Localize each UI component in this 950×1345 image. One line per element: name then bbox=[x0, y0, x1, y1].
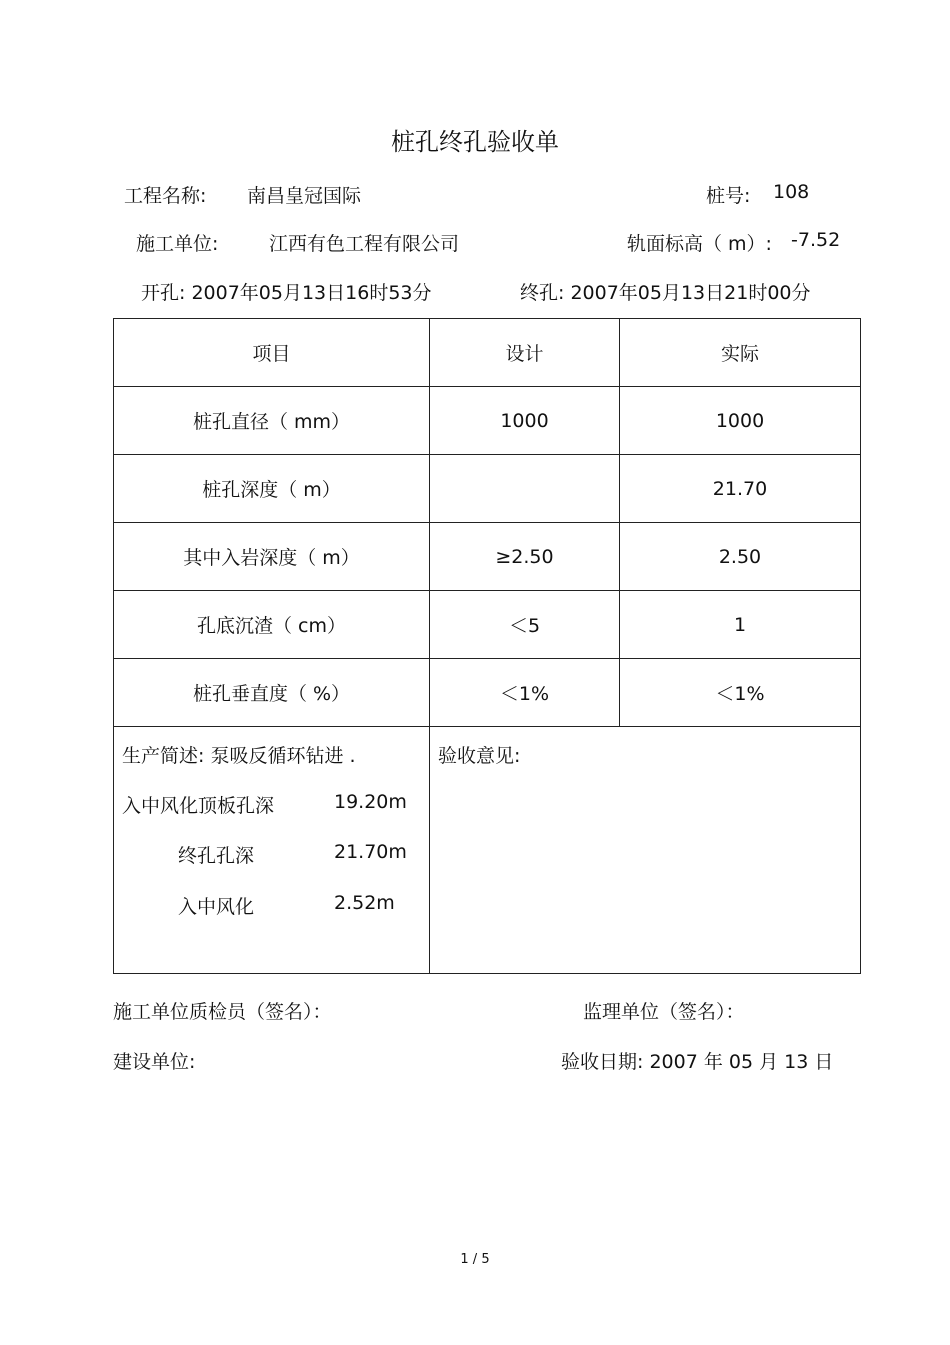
production-line-label: 终孔孔深 bbox=[178, 845, 255, 867]
row-design: ＜5 bbox=[430, 591, 620, 659]
table-row bbox=[114, 455, 861, 523]
table-row bbox=[114, 659, 861, 727]
pile-value: 108 bbox=[773, 181, 810, 203]
production-summary: 生产简述: 泵吸反循环钻进 . bbox=[122, 745, 356, 767]
production-line-label: 入中风化 bbox=[178, 896, 255, 918]
elevation-label: 轨面标高（ m）: bbox=[627, 233, 772, 255]
supervisor-signature-label: 监理单位（签名）： bbox=[583, 1001, 745, 1023]
header-item: 项目 bbox=[114, 319, 430, 387]
row-actual: 2.50 bbox=[620, 523, 861, 591]
project-label: 工程名称: bbox=[124, 185, 207, 207]
contractor-label: 施工单位: bbox=[136, 233, 219, 255]
row-item: 桩孔垂直度（ %） bbox=[114, 659, 430, 727]
page-number: 1 / 5 bbox=[460, 1252, 490, 1267]
row-actual: 1000 bbox=[620, 387, 861, 455]
row-item: 桩孔深度（ m） bbox=[114, 455, 430, 523]
elevation-value: -7.52 bbox=[791, 229, 841, 251]
row-actual: 21.70 bbox=[620, 455, 861, 523]
row-item: 孔底沉渣（ cm） bbox=[114, 591, 430, 659]
row-actual: ＜1% bbox=[620, 659, 861, 727]
table-row bbox=[114, 591, 861, 659]
inspection-table bbox=[113, 318, 861, 974]
row-item: 桩孔直径（ mm） bbox=[114, 387, 430, 455]
row-design: ≥2.50 bbox=[430, 523, 620, 591]
row-design: ＜1% bbox=[430, 659, 620, 727]
row-actual: 1 bbox=[620, 591, 861, 659]
inspector-signature-label: 施工单位质检员（签名）： bbox=[113, 1001, 332, 1023]
row-design: 1000 bbox=[430, 387, 620, 455]
end-time: 终孔: 2007年05月13日21时00分 bbox=[520, 282, 811, 304]
summary-row bbox=[114, 727, 861, 974]
project-value: 南昌皇冠国际 bbox=[247, 185, 362, 207]
production-line-value: 19.20m bbox=[334, 791, 407, 813]
row-design bbox=[430, 455, 620, 523]
document-title: 桩孔终孔验收单 bbox=[391, 128, 559, 156]
owner-label: 建设单位: bbox=[113, 1051, 196, 1073]
header-actual: 实际 bbox=[620, 319, 861, 387]
table-header-row bbox=[114, 319, 861, 387]
start-time: 开孔: 2007年05月13日16时53分 bbox=[141, 282, 432, 304]
contractor-value: 江西有色工程有限公司 bbox=[269, 233, 460, 255]
header-design: 设计 bbox=[430, 319, 620, 387]
production-line-label: 入中风化顶板孔深 bbox=[122, 795, 275, 817]
table-row bbox=[114, 523, 861, 591]
acceptance-opinion-label: 验收意见: bbox=[438, 745, 521, 767]
production-line-value: 21.70m bbox=[334, 841, 407, 863]
production-line-value: 2.52m bbox=[334, 892, 395, 914]
row-item: 其中入岩深度（ m） bbox=[114, 523, 430, 591]
acceptance-date: 验收日期: 2007 年 05 月 13 日 bbox=[561, 1051, 834, 1073]
table-row bbox=[114, 387, 861, 455]
pile-label: 桩号: bbox=[706, 185, 751, 207]
acceptance-opinion-cell bbox=[430, 727, 861, 974]
production-summary-cell bbox=[114, 727, 430, 974]
